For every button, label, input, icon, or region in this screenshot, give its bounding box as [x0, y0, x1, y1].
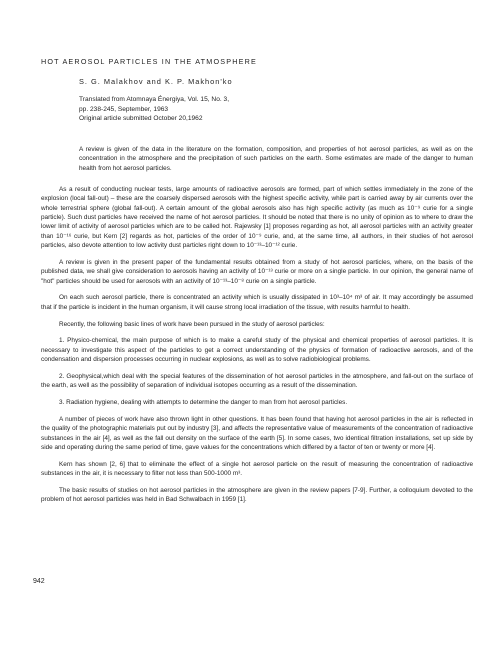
body-paragraph: A review is given in the present paper of the fundamental results obtained from a study of hot aerosol particles, where, on the basis of the published data, we shall give consideration to aerosols having an activity of 10⁻¹³ curie or more on a single particle. In our opinion, the general name of "hot" particles should be used for aerosols with an activity of 10⁻¹³–10⁻⁸ curie on a single particle. [41, 258, 473, 285]
body-paragraph: Recently, the following basic lines of work have been pursued in the study of aerosol particles: [59, 320, 325, 328]
submission-date: Original article submitted October 20,1962 [79, 115, 203, 123]
translation-source: Translated from Atomnaya Énergiya, Vol. 15, No. 3, [79, 96, 230, 103]
body-paragraph: Kern has shown [2, 6] that to eliminate the effect of a single hot aerosol particle on the result of measuring the concentration of radioactive substances in the air, it is necessary to filter not less than 500-1000 m³. [41, 460, 473, 478]
body-paragraph: 1. Physico-chemical, the main purpose of which is to make a careful study of the physical and chemical properties of aerosol particles. It is necessary to investigate this aspect of the particles to get a correct understanding of the physics of formation of radioactive aerosols, and of the condensation and dispersion processes occurring in nuclear explosions, as well as to solve radiobiological problems. [41, 337, 473, 364]
body-paragraph: The basic results of studies on hot aerosol particles in the atmosphere are given in the review papers [7-9]. Further, a colloquium devoted to the problem of hot aerosol particles was held in Bad Schwalbach in 1959 [1]. [41, 487, 473, 504]
body-paragraph: As a result of conducting nuclear tests, large amounts of radioactive aerosols are formed, part of which settles immediately in the zone of the explosion (local fall-out) – these are the coarsely dispersed aerosols with the highest specific activity, while part is carried away by air currents over the whole terrestrial sphere (global fall-out). A certain amount of the global aerosols also has high specific activity (as much as 10⁻⁹ curie for a single particle). Such dust particles have received the name of hot aerosol particles. It should be noted that there is no unity of opinion as to where to draw the lower limit of activity of aerosol particles which are to be called hot. Rajewsky [1] proposes regarding as hot, all aerosol particles with an activity greater than 10⁻¹⁶ curie, but Kern [2] regards as hot, particles of the order of 10⁻⁹ curie, and, at the same time, all authors, in their studies of hot aerosol particles, also devote attention to low activity dust particles right down to 10⁻¹³–10⁻¹² curie. [41, 186, 473, 250]
abstract: A review is given of the data in the literature on the formation, composition, and properties of hot aerosol particles, as well as on the concentration in the atmosphere and the precipitation of such particles on the earth. Some estimates are made of the danger to human health from hot aerosol particles. [79, 146, 473, 172]
body-paragraph: On each such aerosol particle, there is concentrated an activity which is usually dissipated in 10³–10⁴ m³ of air. It may accordingly be assumed that if the particle is incident in the human organism, it will cause strong local irradiation of the tissue, with results harmful to health. [41, 294, 473, 311]
body-paragraph: A number of pieces of work have also thrown light in other questions. It has been found that having hot aerosol particles in the air is reflected in the quality of the photographic materials put out by industry [3], and affects the representative value of measurements of the concentration of radioactive substances in the air [4], as well as the fall out density on the surface of the earth [5]. In some cases, two identical filtration installations, set up side by side and operating during the same period of time, gave values for the concentrations which differed by a factor of ten or twenty or more [4]. [41, 416, 473, 452]
article-authors: S. G. Malakhov and K. P. Makhon'ko [79, 77, 233, 86]
body-paragraph: 2. Geophysical,which deal with the special features of the dissemination of hot aerosol particles in the atmosphere, and fall-out on the surface of the earth, as well as the possibility of separation of individual isotopes occurring as a result of the dissemination. [41, 373, 473, 390]
translation-info [79, 95, 229, 124]
article-title: HOT AEROSOL PARTICLES IN THE ATMOSPHERE [41, 57, 258, 66]
body-paragraph: 3. Radiation hygiene, dealing with attempts to determine the danger to man from hot aerosol particles. [59, 399, 348, 407]
translation-pages: pp. 238-245, September, 1963 [79, 105, 169, 113]
article-body [41, 185, 473, 512]
page-number: 942 [33, 578, 45, 585]
